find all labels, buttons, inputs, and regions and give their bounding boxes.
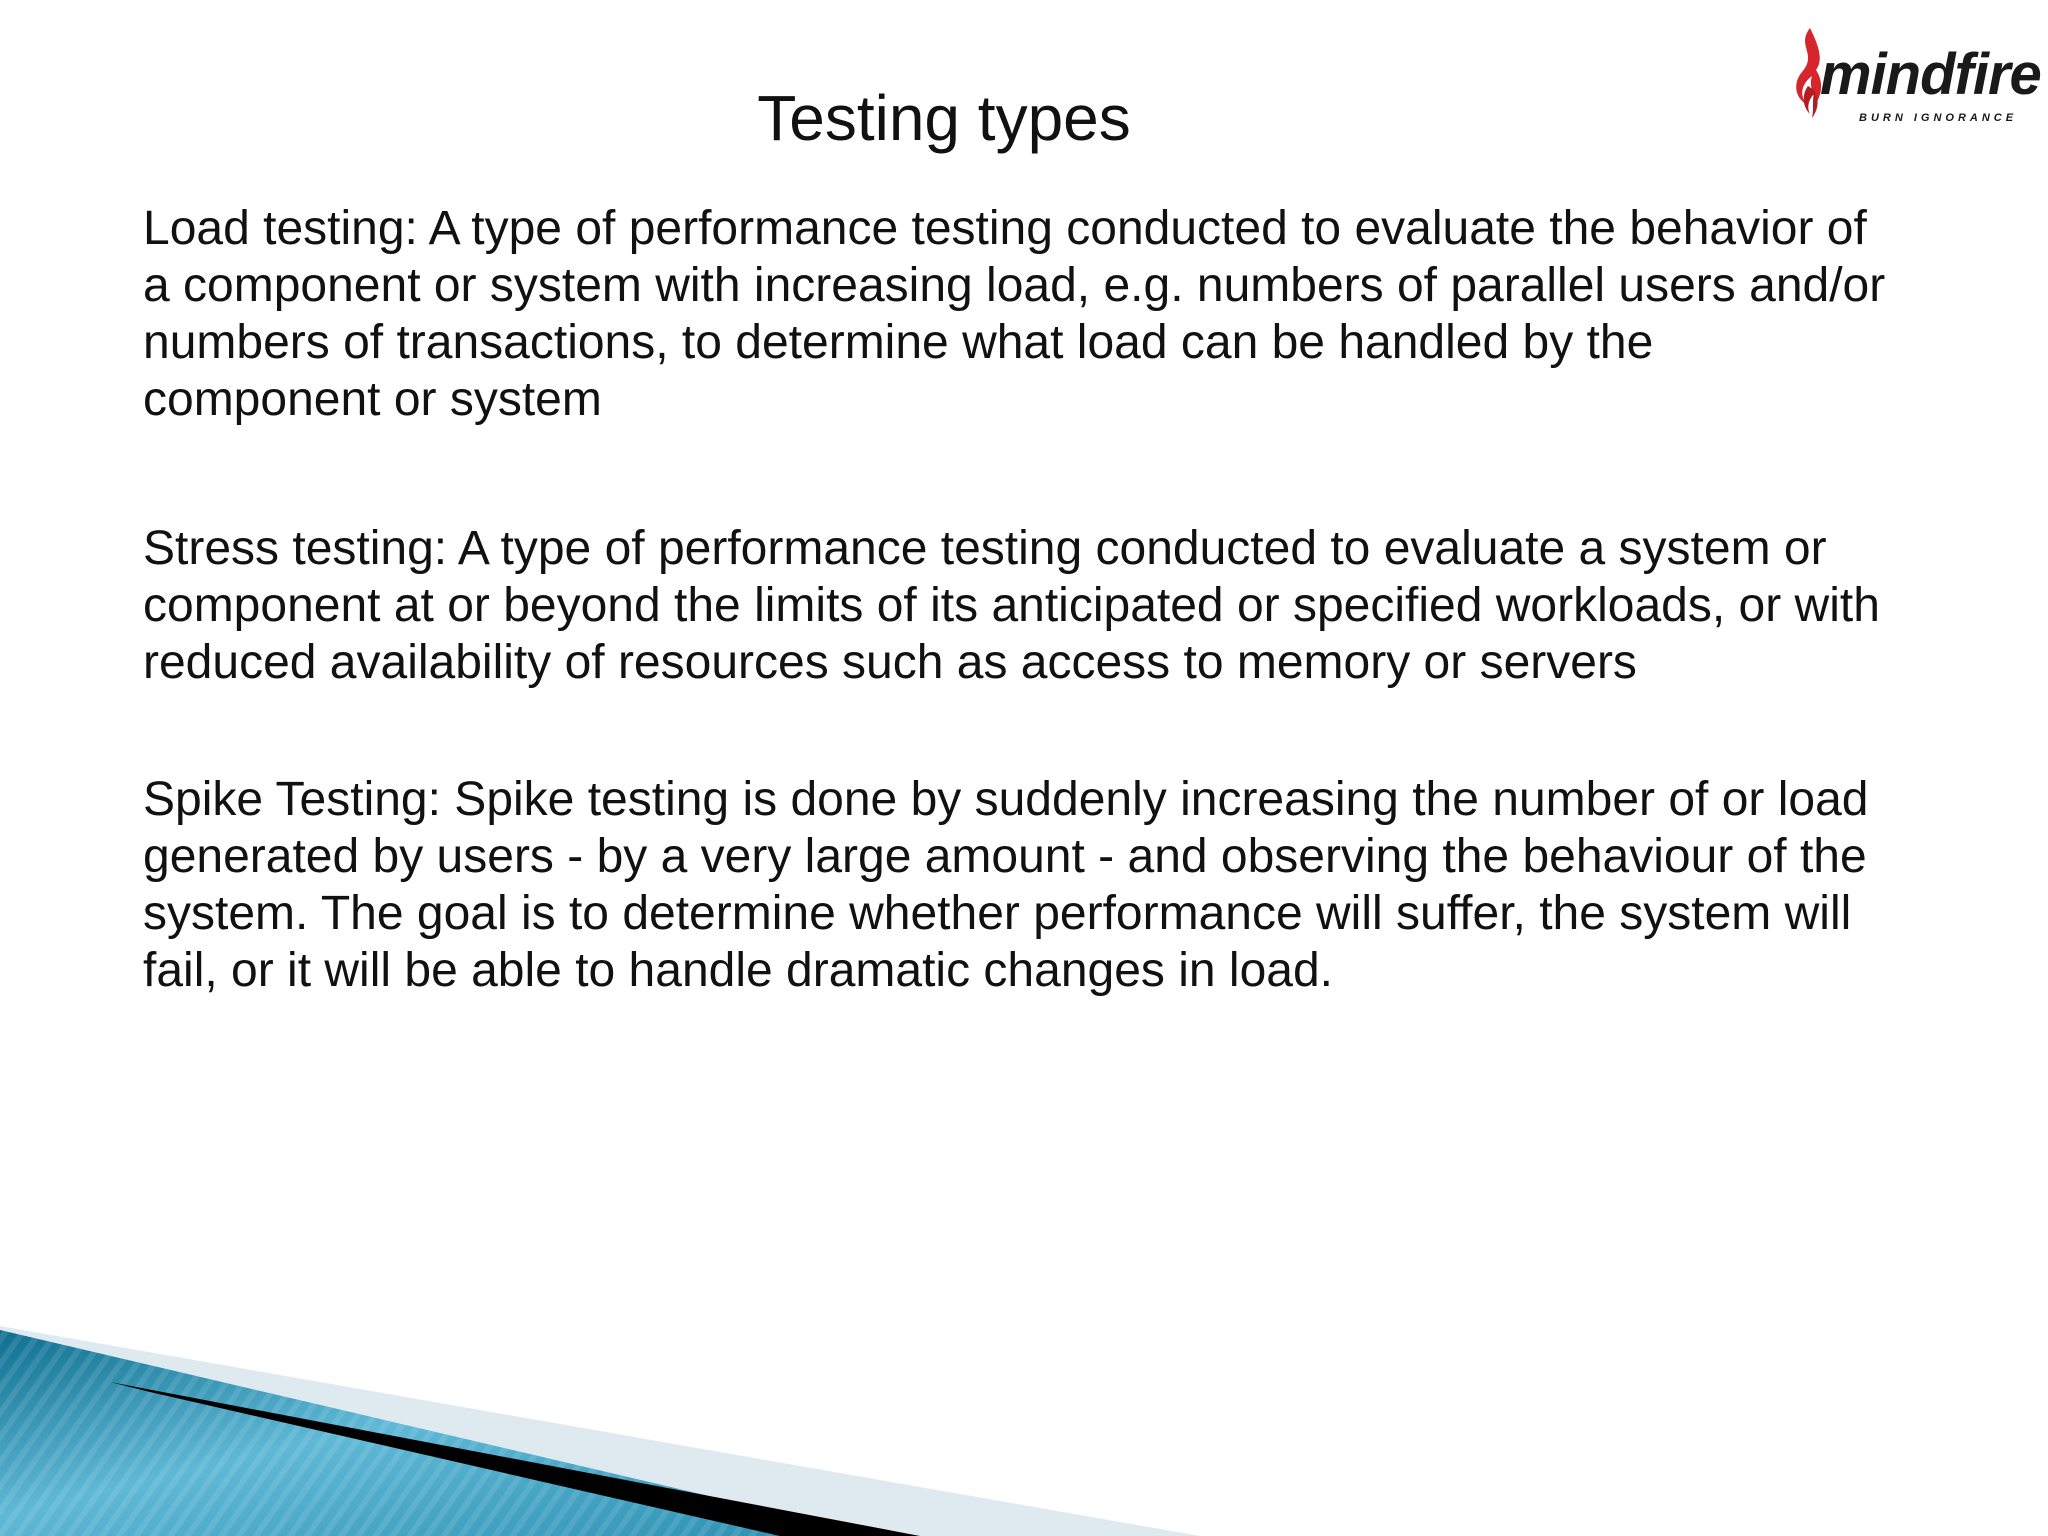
corner-decoration xyxy=(0,1286,1200,1536)
logo-wordmark: mindfire xyxy=(1820,42,2041,107)
paragraph-load-testing: Load testing: A type of performance testing conducted to evaluate the behavior of a component or system with increasing load, e.g. numbers of parallel users and/or numbers of transactions, to determine what load can be handled by the component or system xyxy=(143,202,1886,426)
mindfire-logo xyxy=(1780,26,2041,136)
paragraph-spike-testing: Spike Testing: Spike testing is done by suddenly increasing the number of or load generated by users - by a very large amount - and observing the behaviour of the system. The goal is to determine whether performance will suffer, the system will fail, or it will be able to handle dramatic changes in load. xyxy=(143,773,1869,997)
paragraph-stress-testing: Stress testing: A type of performance testing conducted to evaluate a system or component at or beyond the limits of its anticipated or specified workloads, or with reduced availability of resources such as access to memory or servers xyxy=(143,522,1880,689)
slide-body xyxy=(143,200,1903,999)
slide-title: Testing types xyxy=(757,82,1131,154)
logo-tagline: BURN IGNORANCE xyxy=(1859,112,2018,124)
